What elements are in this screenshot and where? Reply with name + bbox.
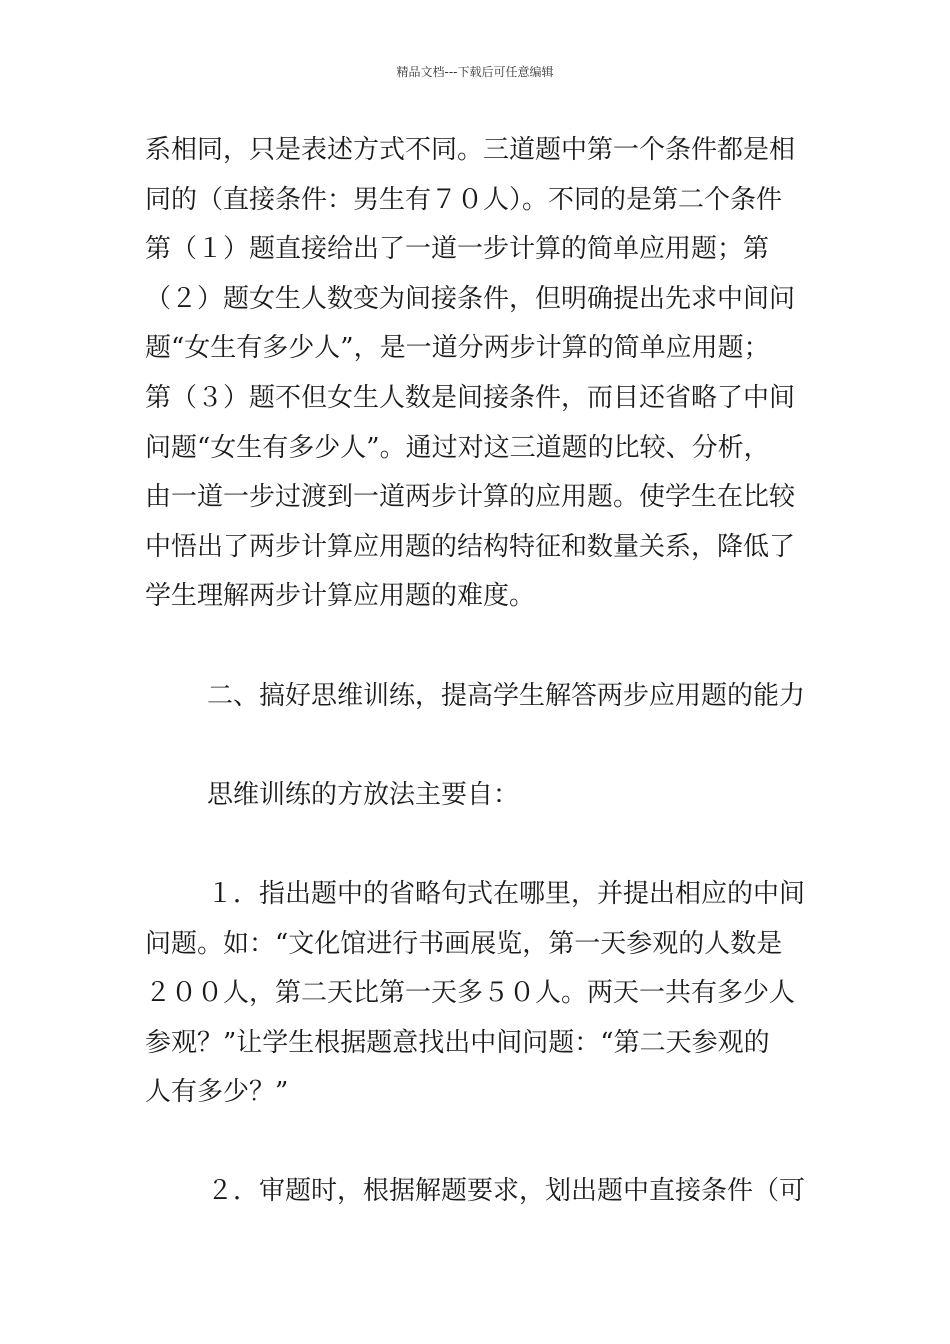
text-line: 问题。如：“文化馆进行书画展览，第一天参观的人数是 — [145, 928, 783, 959]
section-heading: 二、搞好思维训练，提高学生解答两步应用题的能力 — [207, 680, 806, 711]
methods-intro: 思维训练的方放法主要自： — [207, 779, 520, 810]
paragraph-gap — [145, 820, 810, 870]
text-line: 人有多少？” — [145, 1077, 289, 1108]
paragraph-gap — [145, 622, 810, 672]
text-line: （２）题女生人数变为间接条件，但明确提出先求中间问 — [145, 283, 796, 314]
text-line: ２．审题时，根据解题要求，划出题中直接条件（可 — [207, 1176, 806, 1207]
list-item-1 — [145, 870, 810, 1118]
text-line: 题“女生有多少人”，是一道分两步计算的简单应用题； — [145, 333, 770, 364]
text-line: 学生理解两步计算应用题的难度。 — [145, 581, 536, 612]
text-line: 第（３）题不但女生人数是间接条件，而目还省略了中间 — [145, 382, 796, 413]
text-line: 系相同，只是表述方式不同。三道题中第一个条件都是相 — [145, 135, 796, 165]
document-body — [145, 126, 810, 1217]
text-line: １．指出题中的省略句式在哪里，并提出相应的中间 — [207, 878, 806, 909]
page-header: 精品文档---下载后可任意编辑 — [396, 65, 554, 79]
paragraph-gap — [145, 721, 810, 771]
text-line: 问题“女生有多少人”。通过对这三道题的比较、分析， — [145, 432, 770, 463]
text-line: 同的（直接条件：男生有７０人）。不同的是第二个条件 — [145, 184, 783, 215]
text-line: 第（１）题直接给出了一道一步计算的简单应用题；第 — [145, 234, 770, 265]
text-line: 中悟出了两步计算应用题的结构特征和数量关系，降低了 — [145, 531, 796, 562]
paragraph-comparison — [145, 126, 810, 622]
text-line: 参观？”让学生根据题意找出中间问题：“第二天参观的 — [145, 1027, 770, 1058]
text-line: ２００人，第二天比第一天多５０人。两天一共有多少人 — [145, 978, 796, 1009]
paragraph-gap — [145, 1118, 810, 1168]
text-line: 由一道一步过渡到一道两步计算的应用题。使学生在比较 — [145, 482, 796, 513]
list-item-2 — [145, 1167, 810, 1217]
